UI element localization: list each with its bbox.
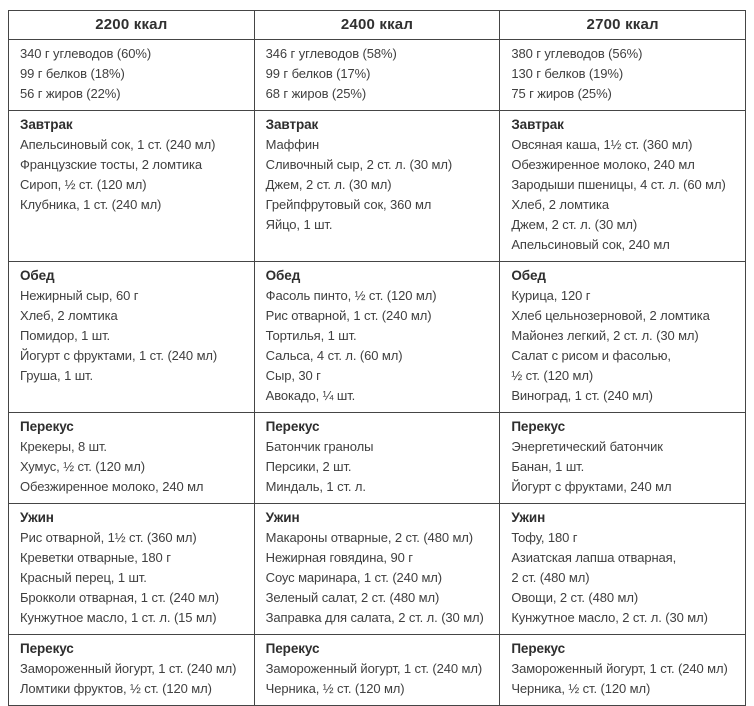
- meal-item: Красный перец, 1 шт.: [20, 570, 147, 585]
- snack2-cell-2200: [9, 635, 255, 706]
- dinner-cell-2200: [9, 504, 255, 635]
- row-macros: [9, 40, 746, 111]
- breakfast-cell-2700: [500, 111, 746, 262]
- macro-line: 340 г углеводов (60%): [20, 46, 152, 61]
- macro-line: 68 г жиров (25%): [265, 86, 367, 101]
- meal-item: Заправка для салата, 2 ст. л. (30 мл): [265, 610, 484, 625]
- meal-title: Перекус: [20, 419, 74, 434]
- meal-item: Помидор, 1 шт.: [20, 328, 111, 343]
- macros-cell-2200: [9, 40, 255, 111]
- meal-item: Майонез легкий, 2 ст. л. (30 мл): [511, 328, 699, 343]
- header-row: [9, 11, 746, 40]
- meal-item: Обезжиренное молоко, 240 мл: [511, 157, 695, 172]
- meal-item: Авокадо, ¼ шт.: [265, 388, 356, 403]
- meal-item: Нежирный сыр, 60 г: [20, 288, 139, 303]
- meal-item: Замороженный йогурт, 1 ст. (240 мл): [265, 661, 483, 676]
- lunch-cell-2700: [500, 262, 746, 413]
- meal-item: Черника, ½ ст. (120 мл): [265, 681, 405, 696]
- meal-item: Тофу, 180 г: [511, 530, 578, 545]
- meal-title: Обед: [265, 268, 301, 283]
- meal-item: Маффин: [265, 137, 320, 152]
- meal-item: Йогурт с фруктами, 1 ст. (240 мл): [20, 348, 218, 363]
- meal-item: Джем, 2 ст. л. (30 мл): [265, 177, 392, 192]
- meal-item: Ломтики фруктов, ½ ст. (120 мл): [20, 681, 212, 696]
- macros-cell-2400: [254, 40, 500, 111]
- macro-line: 75 г жиров (25%): [511, 86, 612, 101]
- meal-item: Овощи, 2 ст. (480 мл): [511, 590, 639, 605]
- macro-line: 380 г углеводов (56%): [511, 46, 643, 61]
- macro-line: 56 г жиров (22%): [20, 86, 121, 101]
- lunch-cell-2400: [254, 262, 500, 413]
- meal-item: Энергетический батончик: [511, 439, 663, 454]
- meal-item: Черника, ½ ст. (120 мл): [511, 681, 651, 696]
- meal-title: Перекус: [20, 641, 74, 656]
- meal-title: Завтрак: [511, 117, 564, 132]
- row-dinner: [9, 504, 746, 635]
- meal-item: Хлеб цельнозерновой, 2 ломтика: [511, 308, 710, 323]
- row-snack-2: [9, 635, 746, 706]
- dinner-cell-2700: [500, 504, 746, 635]
- breakfast-cell-2200: [9, 111, 255, 262]
- meal-title: Завтрак: [20, 117, 73, 132]
- meal-item: ½ ст. (120 мл): [511, 368, 594, 383]
- meal-title: Ужин: [511, 510, 546, 525]
- column-header-2200: 2200 ккал: [9, 11, 255, 40]
- meal-item: Курица, 120 г: [511, 288, 591, 303]
- meal-item: Джем, 2 ст. л. (30 мл): [511, 217, 638, 232]
- meal-plan-table: [8, 10, 746, 706]
- meal-item: Макароны отварные, 2 ст. (480 мл): [265, 530, 474, 545]
- meal-item: Зародыши пшеницы, 4 ст. л. (60 мл): [511, 177, 726, 192]
- meal-item: Йогурт с фруктами, 240 мл: [511, 479, 672, 494]
- row-lunch: [9, 262, 746, 413]
- meal-title: Обед: [20, 268, 55, 283]
- meal-item: Тортилья, 1 шт.: [265, 328, 357, 343]
- meal-title: Перекус: [511, 641, 566, 656]
- meal-item: Миндаль, 1 ст. л.: [265, 479, 366, 494]
- meal-title: Перекус: [265, 641, 320, 656]
- lunch-cell-2200: [9, 262, 255, 413]
- meal-item: Фасоль пинто, ½ ст. (120 мл): [265, 288, 437, 303]
- meal-title: Перекус: [511, 419, 566, 434]
- meal-title: Ужин: [20, 510, 54, 525]
- meal-item: Креветки отварные, 180 г: [20, 550, 171, 565]
- meal-item: Яйцо, 1 шт.: [265, 217, 333, 232]
- meal-item: Сироп, ½ ст. (120 мл): [20, 177, 147, 192]
- meal-item: Крекеры, 8 шт.: [20, 439, 107, 454]
- snack2-cell-2700: [500, 635, 746, 706]
- meal-item: Брокколи отварная, 1 ст. (240 мл): [20, 590, 219, 605]
- meal-item: Обезжиренное молоко, 240 мл: [20, 479, 204, 494]
- meal-item: Рис отварной, 1 ст. (240 мл): [265, 308, 432, 323]
- meal-item: Рис отварной, 1½ ст. (360 мл): [20, 530, 197, 545]
- meal-item: Сальса, 4 ст. л. (60 мл): [265, 348, 403, 363]
- macro-line: 99 г белков (18%): [20, 66, 125, 81]
- column-header-2700: 2700 ккал: [500, 11, 746, 40]
- snack2-cell-2400: [254, 635, 500, 706]
- meal-title: Завтрак: [265, 117, 319, 132]
- macros-cell-2700: [500, 40, 746, 111]
- meal-item: Банан, 1 шт.: [511, 459, 585, 474]
- meal-item: Хумус, ½ ст. (120 мл): [20, 459, 145, 474]
- meal-item: Нежирная говядина, 90 г: [265, 550, 413, 565]
- snack1-cell-2400: [254, 413, 500, 504]
- meal-item: 2 ст. (480 мл): [511, 570, 590, 585]
- meal-item: Апельсиновый сок, 240 мл: [511, 237, 670, 252]
- row-snack-1: [9, 413, 746, 504]
- macro-line: 130 г белков (19%): [511, 66, 624, 81]
- meal-item: Кунжутное масло, 2 ст. л. (30 мл): [511, 610, 708, 625]
- meal-item: Груша, 1 шт.: [20, 368, 93, 383]
- meal-title: Ужин: [265, 510, 300, 525]
- breakfast-cell-2400: [254, 111, 500, 262]
- macro-line: 99 г белков (17%): [265, 66, 371, 81]
- meal-item: Французские тосты, 2 ломтика: [20, 157, 202, 172]
- macro-line: 346 г углеводов (58%): [265, 46, 397, 61]
- meal-item: Персики, 2 шт.: [265, 459, 352, 474]
- row-breakfast: [9, 111, 746, 262]
- meal-item: Замороженный йогурт, 1 ст. (240 мл): [511, 661, 728, 676]
- meal-item: Хлеб, 2 ломтика: [20, 308, 118, 323]
- meal-item: Замороженный йогурт, 1 ст. (240 мл): [20, 661, 237, 676]
- meal-item: Салат с рисом и фасолью,: [511, 348, 671, 363]
- column-header-2400: 2400 ккал: [254, 11, 500, 40]
- meal-item: Грейпфрутовый сок, 360 мл: [265, 197, 432, 212]
- meal-item: Виноград, 1 ст. (240 мл): [511, 388, 653, 403]
- meal-item: Кунжутное масло, 1 ст. л. (15 мл): [20, 610, 217, 625]
- meal-item: Зеленый салат, 2 ст. (480 мл): [265, 590, 440, 605]
- dinner-cell-2400: [254, 504, 500, 635]
- meal-item: Овсяная каша, 1½ ст. (360 мл): [511, 137, 693, 152]
- meal-item: Сыр, 30 г: [265, 368, 321, 383]
- meal-item: Азиатская лапша отварная,: [511, 550, 677, 565]
- snack1-cell-2200: [9, 413, 255, 504]
- meal-item: Сливочный сыр, 2 ст. л. (30 мл): [265, 157, 453, 172]
- meal-title: Обед: [511, 268, 546, 283]
- meal-item: Апельсиновый сок, 1 ст. (240 мл): [20, 137, 216, 152]
- snack1-cell-2700: [500, 413, 746, 504]
- meal-item: Хлеб, 2 ломтика: [511, 197, 609, 212]
- meal-item: Клубника, 1 ст. (240 мл): [20, 197, 162, 212]
- meal-title: Перекус: [265, 419, 320, 434]
- meal-item: Соус маринара, 1 ст. (240 мл): [265, 570, 443, 585]
- meal-item: Батончик гранолы: [265, 439, 374, 454]
